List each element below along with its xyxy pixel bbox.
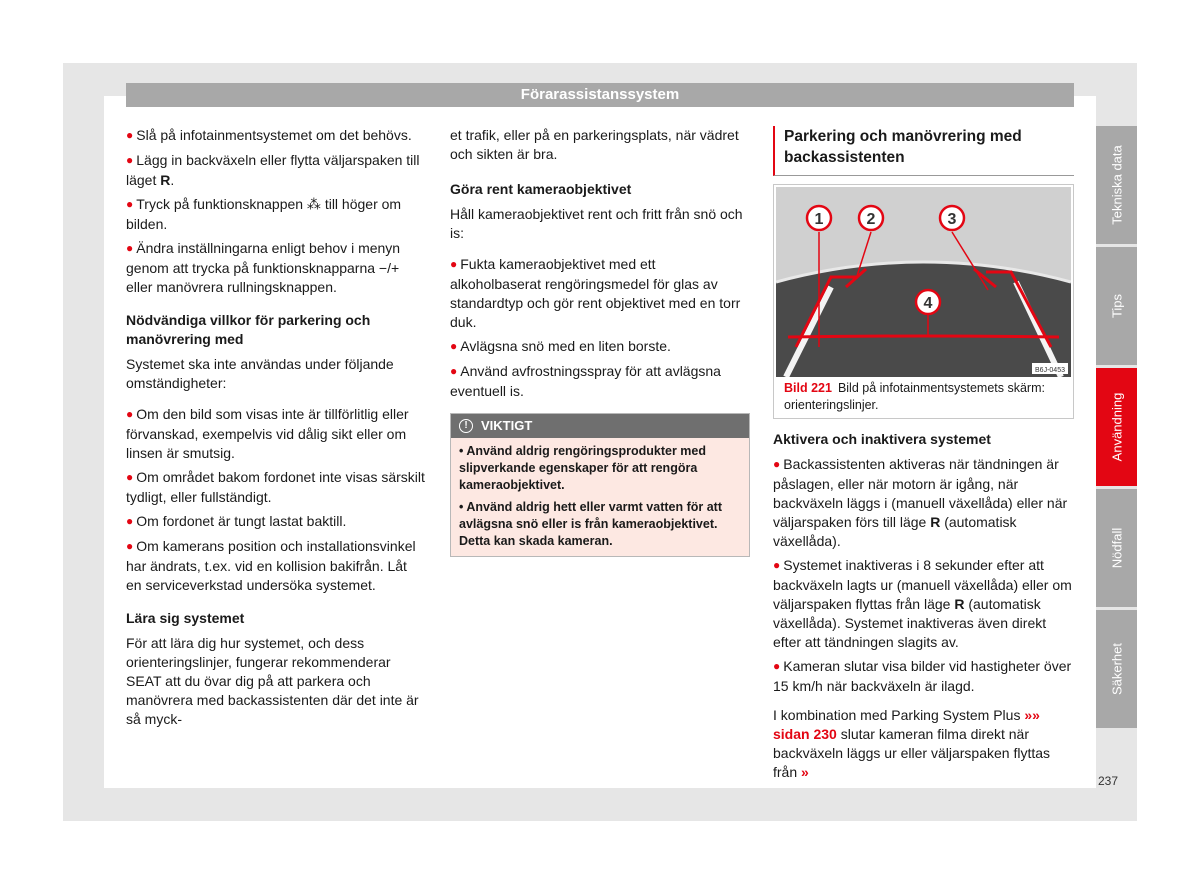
paragraph: Systemet ska inte användas under följande omständigheter: [126, 356, 394, 391]
camera-screen-illustration [776, 187, 1071, 377]
page-link[interactable]: sidan 230 [773, 726, 837, 742]
section-title: Parkering och manövrering med backassistenten [773, 126, 1074, 176]
list-item: ● Slå på infotainmentsystemet om det behövs. [126, 127, 412, 143]
warning-header [451, 414, 749, 438]
list-item: ● Avlägsna snö med en liten borste. [450, 338, 671, 354]
warning-box [450, 413, 750, 557]
bullet-icon: ● [450, 364, 458, 378]
chapter-header: Förarassistanssystem [126, 83, 1074, 107]
warning-item: • Använd aldrig rengöringsprodukter med slipverkande egenskaper för att rengöra kameraobjektivet. [459, 444, 706, 492]
tab-anvandning[interactable]: Användning [1096, 368, 1137, 486]
list-item: ● Om den bild som visas inte är tillförlitlig eller förvanskad, exempelvis vid dålig sikt eller om linsen är smutsig. [126, 406, 409, 461]
svg-text:4: 4 [923, 295, 933, 312]
warning-title: VIKTIGT [481, 418, 533, 433]
bullet-icon: ● [450, 339, 458, 353]
bullet-icon: ● [126, 128, 134, 142]
column-3-text [773, 430, 1074, 787]
list-item: ● Fukta kameraobjektivet med ett alkoholbaserat rengöringsmedel för glas av standardtyp och gör rent objektivet med en torr duk. [450, 256, 741, 330]
paragraph: et trafik, eller på en parkeringsplats, när vädret och sikten är bra. [450, 127, 739, 162]
bullet-icon: ● [126, 514, 134, 528]
bullet-icon: ● [126, 241, 134, 255]
conditions-list [126, 405, 426, 595]
bullet-icon: ● [126, 539, 134, 553]
warning-body [451, 438, 749, 556]
column-2 [450, 126, 750, 557]
column-1 [126, 126, 426, 734]
svg-text:3: 3 [947, 211, 957, 228]
tab-nodfall[interactable]: Nödfall [1096, 489, 1137, 607]
marker-2 [859, 206, 883, 230]
bullet-icon: ● [773, 659, 781, 673]
bullet-icon: ● [126, 407, 134, 421]
list-item: ● Backassistenten aktiveras när tändningen är påslagen, eller när motorn är igång, när backväxeln läggs i (manuell växellåda) eller när väljarspaken förs till läge R (automatisk växellåda). [773, 456, 1068, 549]
list-item: ● Tryck på funktionsknappen ⁂ till höger om bilden. [126, 196, 402, 232]
tab-sakerhet[interactable]: Säkerhet [1096, 610, 1137, 728]
column-3 [773, 126, 1074, 176]
marker-3 [940, 206, 964, 230]
section-heading: Nödvändiga villkor för parkering och manövrering med [126, 312, 371, 347]
continue-arrow-icon: » [801, 764, 809, 780]
list-item: ● Använd avfrostningsspray för att avlägsna eventuell is. [450, 363, 721, 399]
bullet-icon: ● [773, 457, 781, 471]
paragraph: I kombination med Parking System Plus »» sidan 230 slutar kameran filma direkt när backväxeln läggs ur eller väljarspaken flyttas från » [773, 707, 1051, 780]
list-item: ● Om fordonet är tungt lastat baktill. [126, 513, 347, 529]
bullet-icon: ● [126, 197, 134, 211]
figure-label: Bild 221 [784, 381, 832, 395]
cleaning-list [450, 255, 750, 401]
svg-text:2: 2 [866, 211, 876, 228]
list-item: ● Systemet inaktiveras i 8 sekunder efter att backväxeln lagts ur (manuell växellåda) eller om väljarspaken flyttas från läge R (automatisk växellåda). Systemet inaktiveras även direkt efter att tändningen slagits av. [773, 557, 1072, 650]
list-item: ● Ändra inställningarna enligt behov i menyn genom att trycka på funktionsknapparna −/+ eller manövrera rullningsknappen. [126, 240, 401, 295]
bullet-icon: ● [126, 470, 134, 484]
marker-1 [807, 206, 831, 230]
paragraph: Håll kameraobjektivet rent och fritt från snö och is: [450, 206, 743, 241]
page-number: 237 [1098, 774, 1119, 788]
tab-tips[interactable]: Tips [1096, 247, 1137, 365]
tab-tekniska-data[interactable]: Tekniska data [1096, 126, 1137, 244]
section-heading: Aktivera och inaktivera systemet [773, 431, 991, 447]
bullet-icon: ● [126, 153, 134, 167]
figure-code: B6J-0453 [1035, 367, 1065, 374]
figure-221 [773, 184, 1074, 419]
bullet-icon: ● [450, 257, 458, 271]
figure-caption [784, 380, 1064, 414]
marker-4 [916, 290, 940, 314]
list-item: ● Om kamerans position och installationsvinkel har ändrats, t.ex. vid en kollision bakifrån. Låt en serviceverkstad undersöka systemet. [126, 538, 416, 593]
list-item: ● Om området bakom fordonet inte visas särskilt tydligt, eller fullständigt. [126, 469, 425, 505]
section-heading: Lära sig systemet [126, 610, 245, 626]
section-heading: Göra rent kameraobjektivet [450, 181, 632, 197]
svg-text:1: 1 [814, 211, 824, 228]
list-item: ● Lägg in backväxeln eller flytta väljarspaken till läget R. [126, 152, 420, 188]
paragraph: För att lära dig hur systemet, och dess orienteringslinjer, fungerar rekommenderar SEAT att du övar dig på att parkera och manövrera med backassistenten där det inte är så myck- [126, 635, 419, 727]
bullet-icon: ● [773, 558, 781, 572]
reference-arrow-icon: »» [1024, 707, 1040, 723]
warning-item: • Använd aldrig hett eller varmt vatten för att avlägsna snö eller is från kameraobjektivet. Detta kan skada kameran. [459, 500, 722, 548]
figure-caption-text: Bild på infotainmentsystemets skärm: orienteringslinjer. [784, 381, 1045, 412]
exclamation-circle-icon: ! [459, 419, 473, 433]
list-item: ● Kameran slutar visa bilder vid hastigheter över 15 km/h när backväxeln är ilagd. [773, 658, 1072, 694]
